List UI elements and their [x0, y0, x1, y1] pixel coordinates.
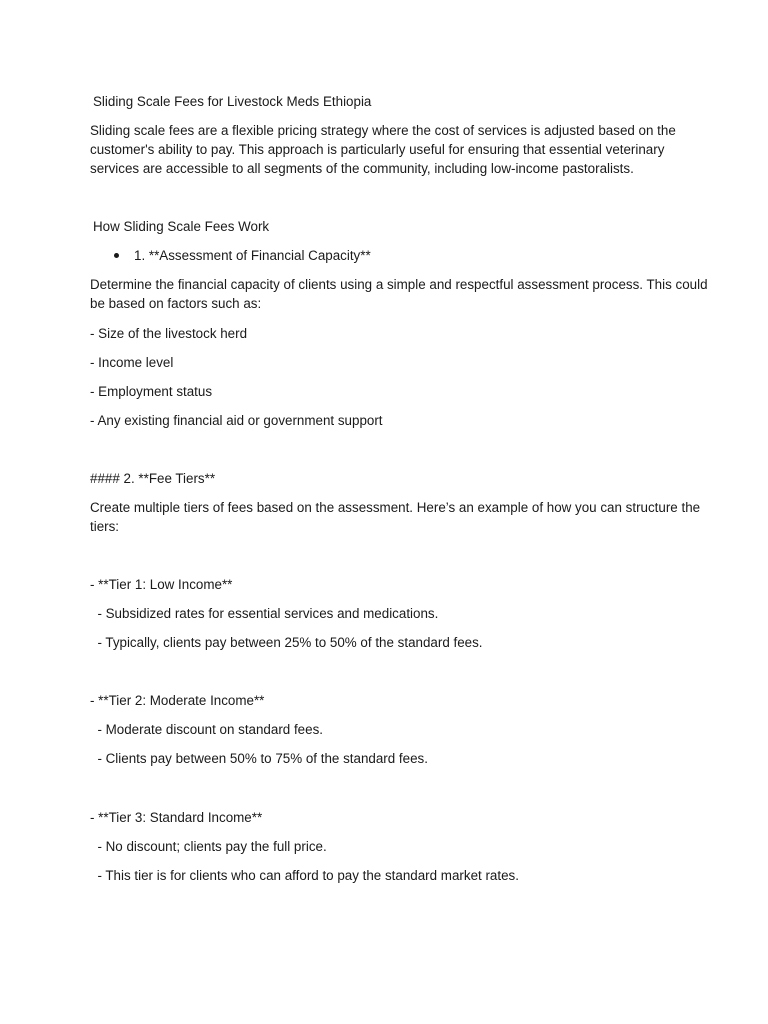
intro-line: services are accessible to all segments of the community, including low-income pastoralists.: [90, 161, 634, 176]
tier-title: - **Tier 1: Low Income**: [90, 577, 233, 592]
tier-detail: - No discount; clients pay the full price.: [90, 839, 327, 854]
bullet-label: 1. **Assessment of Financial Capacity**: [134, 248, 371, 263]
assessment-paragraph-line: be based on factors such as:: [90, 296, 262, 311]
tier-detail: - This tier is for clients who can afford to pay the standard market rates.: [90, 868, 519, 883]
intro-line: Sliding scale fees are a flexible pricing strategy where the cost of services is adjusted based on the: [90, 123, 676, 138]
section-heading-how: How Sliding Scale Fees Work: [93, 219, 270, 234]
document-title: Sliding Scale Fees for Livestock Meds Ethiopia: [93, 94, 372, 109]
tier-title: - **Tier 2: Moderate Income**: [90, 693, 265, 708]
factor-item: - Size of the livestock herd: [90, 326, 248, 341]
tier-detail: - Typically, clients pay between 25% to 50% of the standard fees.: [90, 635, 483, 650]
factor-item: - Employment status: [90, 384, 213, 399]
tier-detail: - Clients pay between 50% to 75% of the standard fees.: [90, 751, 428, 766]
tier-title: - **Tier 3: Standard Income**: [90, 810, 263, 825]
factor-item: - Income level: [90, 355, 174, 370]
fee-paragraph-line: tiers:: [90, 519, 120, 534]
intro-line: customer's ability to pay. This approach is particularly useful for ensuring that essential veterinary: [90, 142, 665, 157]
assessment-paragraph-line: Determine the financial capacity of clients using a simple and respectful assessment process. This could: [90, 277, 708, 292]
bullet-icon: [114, 253, 119, 258]
section-heading-fee-tiers: #### 2. **Fee Tiers**: [90, 471, 216, 486]
tier-detail: - Moderate discount on standard fees.: [90, 722, 323, 737]
fee-paragraph-line: Create multiple tiers of fees based on the assessment. Here’s an example of how you can structure the: [90, 500, 701, 515]
bullet-item: [114, 246, 371, 265]
tier-detail: - Subsidized rates for essential services and medications.: [90, 606, 439, 621]
factor-item: - Any existing financial aid or government support: [90, 413, 383, 428]
